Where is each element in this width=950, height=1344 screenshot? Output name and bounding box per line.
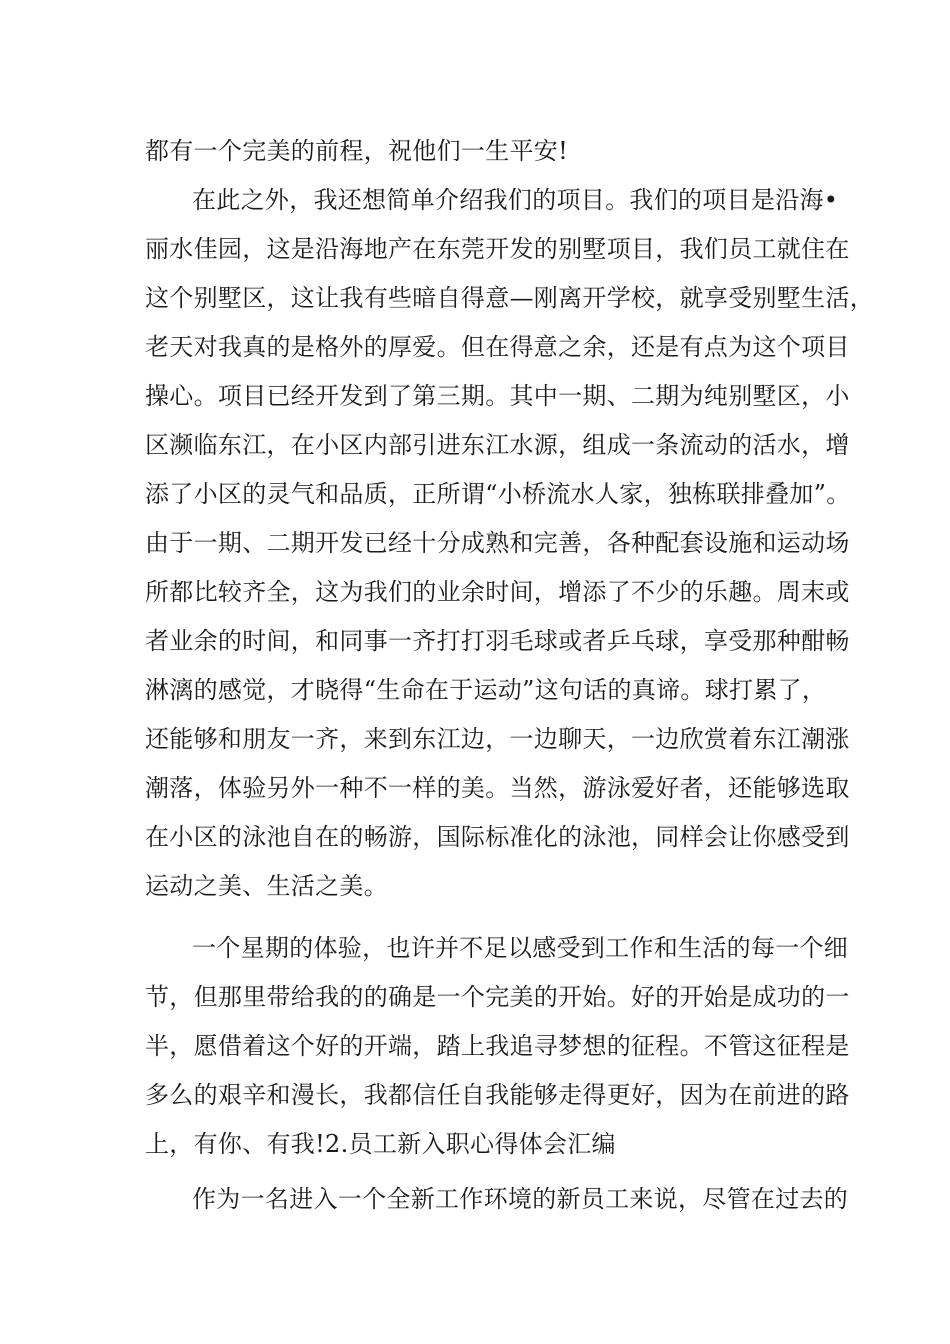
text-line: 丽水佳园，这是沿海地产在东莞开发的别墅项目，我们员工就住在 (145, 235, 850, 263)
text-line: 运动之美、生活之美。 (145, 872, 388, 900)
text-line: 操心。项目已经开发到了第三期。其中一期、二期为纯别墅区，小 (145, 382, 850, 410)
text-line: 淋漓的感觉，才晓得“生命在于运动”这句话的真谛。球打累了， (145, 676, 827, 704)
text-line: 者业余的时间，和同事一齐打打羽毛球或者乒乓球，享受那种酣畅 (145, 627, 850, 655)
text-line: 由于一期、二期开发已经十分成熟和完善，各种配套设施和运动场 (145, 529, 850, 557)
text-line: 多么的艰辛和漫长，我都信任自我能够走得更好，因为在前进的路 (145, 1081, 850, 1109)
text-line: 所都比较齐全，这为我们的业余时间，增添了不少的乐趣。周末或 (145, 578, 850, 606)
text-line: 还能够和朋友一齐，来到东江边，一边聊天，一边欣赏着东江潮涨 (145, 725, 850, 753)
text-line: 节，但那里带给我的的确是一个完美的开始。好的开始是成功的一 (145, 983, 850, 1011)
text-line: 上，有你、有我!2.员工新入职心得体会汇编 (145, 1130, 616, 1158)
paragraph-first-line: 一个星期的体验，也许并不足以感受到工作和生活的每一个细 (192, 934, 849, 962)
text-line: 半，愿借着这个好的开端，踏上我追寻梦想的征程。不管这征程是 (145, 1032, 850, 1060)
text-line: 在小区的泳池自在的畅游，国际标准化的泳池，同样会让你感受到 (145, 823, 850, 851)
text-line: 都有一个完美的前程，祝他们一生平安! (145, 137, 569, 165)
text-line: 添了小区的灵气和品质，正所谓“小桥流水人家，独栋联排叠加”。 (145, 480, 851, 508)
text-line: 这个别墅区，这让我有些暗自得意—刚离开学校，就享受别墅生活， (145, 284, 874, 312)
text-line: 老天对我真的是格外的厚爱。但在得意之余，还是有点为这个项目 (145, 333, 850, 361)
text-line: 潮落，体验另外一种不一样的美。当然，游泳爱好者，还能够选取 (145, 774, 850, 802)
paragraph-first-line: 在此之外，我还想简单介绍我们的项目。我们的项目是沿海• (192, 186, 839, 214)
paragraph-first-line: 作为一名进入一个全新工作环境的新员工来说，尽管在过去的 (192, 1185, 849, 1213)
text-line: 区濒临东江，在小区内部引进东江水源，组成一条流动的活水，增 (145, 431, 850, 459)
